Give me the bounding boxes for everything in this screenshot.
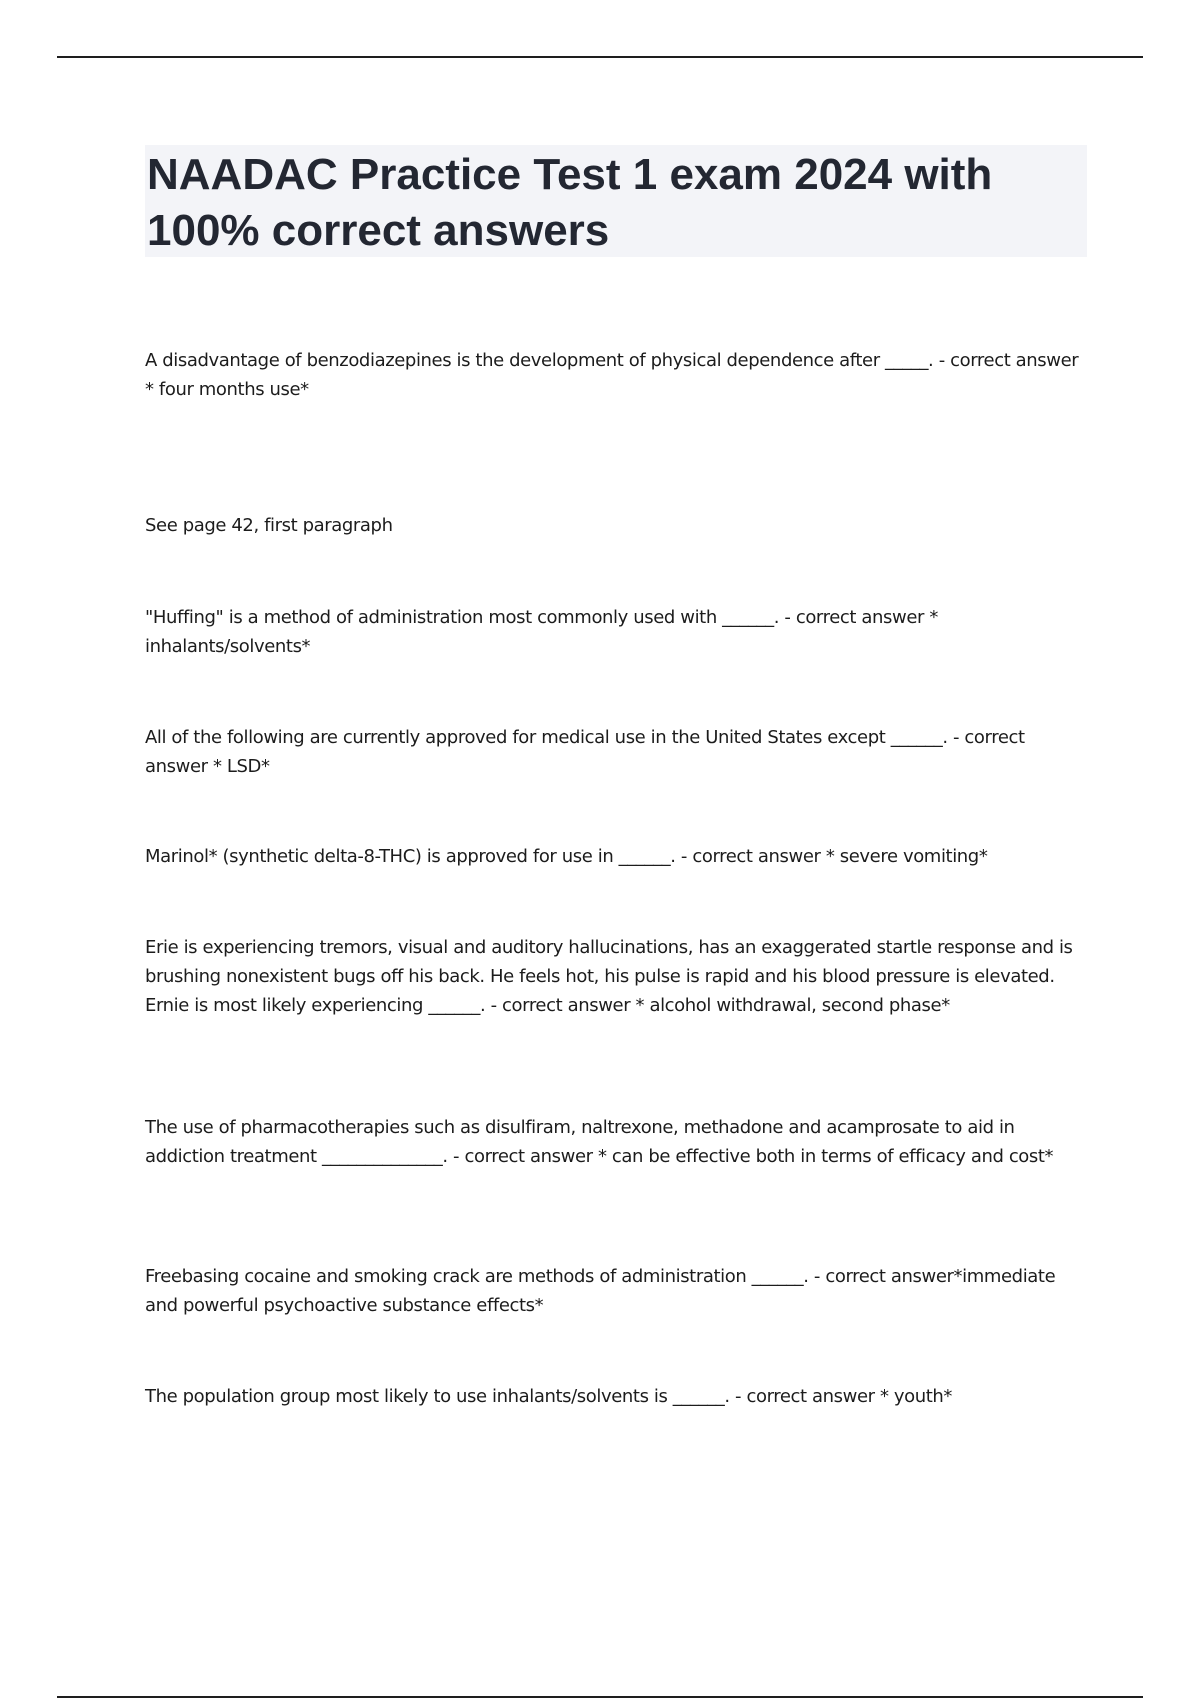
reference-note: See page 42, first paragraph [145, 515, 393, 536]
question-text: Erie is experiencing tremors, visual and auditory hallucinations, has an exaggerated startle response and is brushing nonexistent bugs off his back. He feels hot, his pulse is rapid and his blood pressure is elevated. Ernie is most likely experiencing ______. [145, 937, 1073, 1016]
answer-text: *immediate and powerful psychoactive substance effects* [145, 1266, 1061, 1316]
separator: - [779, 607, 796, 628]
qa-item-1 [145, 346, 1090, 404]
question-text: Marinol* (synthetic delta-8-THC) is approved for use in ______. [145, 846, 676, 867]
answer-label: correct answer [692, 846, 821, 867]
separator: - [947, 727, 965, 748]
question-text: "Huffing" is a method of administration most commonly used with ______. [145, 607, 780, 628]
question-text: Freebasing cocaine and smoking crack are methods of administration ______. [145, 1266, 809, 1287]
separator: - [933, 350, 951, 371]
answer-label: correct answer [145, 727, 1025, 777]
qa-item-4 [145, 842, 1090, 871]
answer-label: correct answer [746, 1386, 875, 1407]
separator: - [675, 846, 693, 867]
answer-text: * four months use* [145, 350, 1084, 400]
answer-text: * severe vomiting* [820, 846, 988, 867]
question-text: All of the following are currently approved for medical use in the United States except ______. [145, 727, 948, 748]
separator: - [808, 1266, 826, 1287]
qa-item-2 [145, 603, 1090, 661]
separator: - [447, 1146, 465, 1167]
answer-text: * youth* [874, 1386, 953, 1407]
question-text: The population group most likely to use inhalants/solvents is ______. [145, 1386, 730, 1407]
answer-label: correct answer [825, 1266, 954, 1287]
title-block [145, 145, 1087, 257]
bottom-rule [57, 1696, 1143, 1698]
answer-label: correct answer [795, 607, 924, 628]
answer-label: correct answer [502, 995, 631, 1016]
answer-text: * alcohol withdrawal, second phase* [630, 995, 950, 1016]
qa-item-8 [145, 1382, 1090, 1411]
separator: - [729, 1386, 747, 1407]
qa-item-5 [145, 933, 1090, 1020]
answer-text: * inhalants/solvents* [145, 607, 944, 657]
qa-item-6 [145, 1113, 1090, 1171]
separator: - [485, 995, 503, 1016]
answer-label: correct answer [464, 1146, 593, 1167]
top-rule [57, 56, 1143, 58]
answer-text: * can be effective both in terms of efficacy and cost* [592, 1146, 1054, 1167]
question-text: The use of pharmacotherapies such as disulfiram, naltrexone, methadone and acamprosate to aid in addiction treatment ______________. [145, 1117, 1015, 1167]
question-text: A disadvantage of benzodiazepines is the development of physical dependence after _____. [145, 350, 934, 371]
qa-item-7 [145, 1262, 1090, 1320]
qa-item-3 [145, 723, 1090, 781]
answer-text: * LSD* [207, 756, 270, 777]
answer-label: correct answer [950, 350, 1079, 371]
document-title: NAADAC Practice Test 1 exam 2024 with 100% correct answers [147, 150, 993, 255]
